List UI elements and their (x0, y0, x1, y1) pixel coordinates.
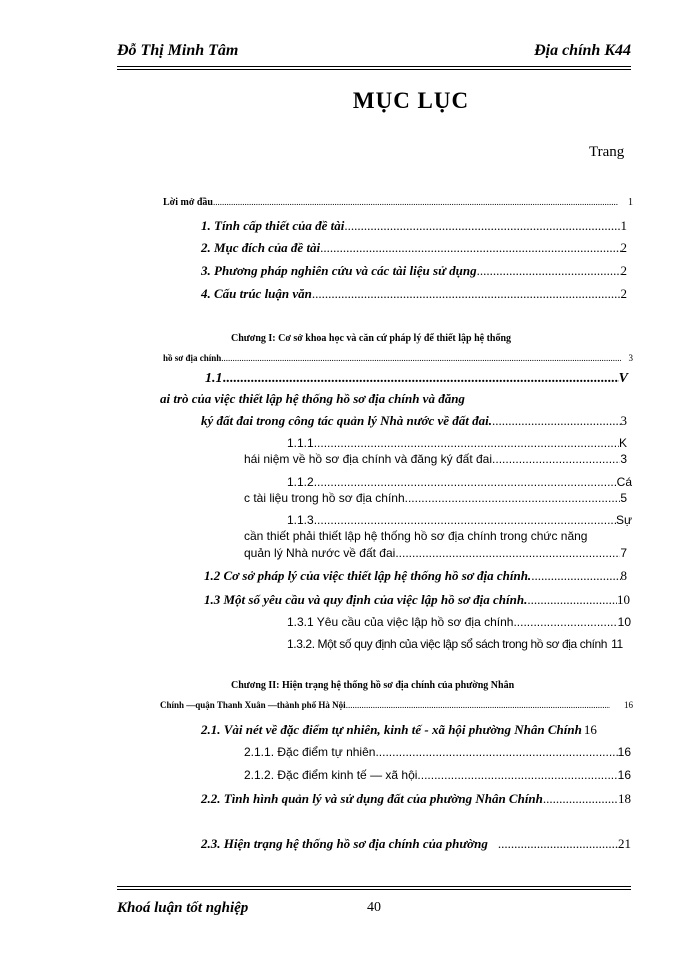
footer-rule (117, 886, 631, 887)
page-title: MỤC LỤC (352, 88, 470, 113)
toc-entry-1-1-1 (287, 436, 627, 450)
toc-entry-1-2 (204, 568, 627, 584)
chapter-1-title: Chương I: Cơ sở khoa học và căn cứ pháp lý để thiết lập hệ thống (231, 333, 512, 344)
toc-leader-dots (221, 353, 620, 363)
toc-page-number: 11 (611, 637, 623, 651)
toc-leader-dots (317, 436, 619, 450)
toc-page-number: K (618, 436, 627, 450)
toc-leader-dots (543, 791, 618, 807)
toc-page-number: 5 (620, 491, 627, 505)
toc-page-number: 16 (617, 745, 631, 759)
toc-entry-1-1-line3 (201, 413, 627, 429)
toc-entry-1-1-3 (287, 513, 632, 527)
footer-rule-secondary (117, 889, 631, 890)
toc-page-number: 1 (620, 218, 627, 233)
toc-label: hái niệm về hồ sơ địa chính và đăng ký đất đai (244, 452, 493, 466)
toc-label: 2.1.2. Đặc điểm kinh tế — xã hội. (244, 768, 421, 782)
toc-label: 1.3.1 Yêu cầu của việc lập hồ sơ địa chính (287, 615, 514, 629)
toc-entry-1-3-1 (287, 615, 631, 629)
toc-leader-dots (498, 836, 618, 852)
toc-leader-dots (317, 475, 617, 489)
header-rule-secondary (117, 69, 631, 70)
toc-entry-1-1-2-line2 (244, 491, 627, 505)
toc-label: c tài liệu trong hồ sơ địa chính (244, 491, 405, 505)
toc-label: 2.2. Tình hình quản lý và sử dụng đất của phường Nhân Chính (201, 791, 543, 806)
toc-page-number: 2 (620, 240, 627, 255)
toc-leader-dots (213, 197, 618, 207)
toc-label: 1.1.2. (287, 475, 318, 489)
toc-entry-intro-3 (201, 263, 627, 279)
toc-leader-dots (421, 768, 618, 782)
toc-entry-chapter-2 (160, 700, 633, 710)
toc-leader-dots (527, 592, 617, 608)
toc-page-number: 1 (628, 197, 633, 208)
toc-page-number: 21 (618, 836, 631, 851)
toc-entry-intro-4 (201, 286, 627, 302)
toc-entry-intro-2 (201, 240, 627, 256)
toc-page-number: 2 (620, 263, 627, 278)
toc-entry-1-1-1-line2 (244, 452, 627, 466)
toc-entry-2-2 (201, 791, 631, 807)
toc-entry-1-3-2 (287, 637, 633, 651)
toc-entry-1-1-3-line3 (244, 546, 627, 560)
toc-leader-dots (477, 263, 621, 279)
toc-label: 1.3 Một số yêu cầu và quy định của việc lập hồ sơ địa chính. (204, 592, 528, 607)
header-author: Đỗ Thị Minh Tâm (117, 42, 239, 59)
toc-page-number: 3 (620, 452, 627, 466)
footer-page-number: 40 (367, 900, 381, 915)
toc-leader-dots (375, 745, 617, 759)
header-rule (117, 66, 631, 67)
toc-leader-dots (312, 286, 621, 302)
toc-leader-dots (492, 452, 620, 466)
toc-page-number: 16 (617, 768, 631, 782)
toc-page-number: 8 (620, 568, 627, 583)
toc-leader-dots (395, 546, 620, 560)
toc-label: 3. Phương pháp nghiên cứu và các tài liệu sử dụng (201, 263, 477, 278)
toc-page-number: 18 (618, 791, 631, 806)
toc-entry-2-1-1 (244, 745, 631, 759)
toc-label: quản lý Nhà nước về đất đai (244, 546, 396, 560)
toc-entry-1-1-2 (287, 475, 632, 489)
toc-page-number: Sự (615, 513, 632, 527)
toc-page-number: 7 (620, 546, 627, 560)
toc-leader-dots (405, 491, 621, 505)
toc-leader-dots (344, 218, 620, 234)
toc-label: 1.1 (205, 371, 223, 386)
header-class: Địa chính K44 (534, 42, 631, 59)
toc-label: 1.2 Cơ sở pháp lý của việc thiết lập hệ thống hồ sơ địa chính. (204, 568, 532, 583)
toc-entry-2-1-2 (244, 768, 631, 782)
toc-page-number: 10 (617, 615, 631, 629)
toc-label: 1.1.1. (287, 436, 318, 450)
toc-leader-dots (492, 413, 620, 429)
toc-label: 1.3.2. Một số quy định của việc lập sổ sách trong hồ sơ địa chính (287, 637, 608, 651)
toc-label: 2.3. Hiện trạng hệ thống hồ sơ địa chính của phường (201, 836, 488, 851)
toc-leader-dots (346, 700, 610, 710)
toc-label: 2. Mục đích của đề tài (201, 240, 321, 255)
toc-entry-1-1-line2: ai trò của việc thiết lập hệ thống hồ sơ địa chính và đăng (160, 391, 465, 406)
toc-page-number: 3 (628, 353, 633, 363)
toc-entry-1-1 (205, 371, 628, 387)
toc-leader-dots (320, 240, 620, 256)
toc-page-number: Cá (616, 475, 632, 489)
toc-leader-dots (317, 513, 616, 527)
toc-label: hồ sơ địa chính (163, 353, 222, 363)
toc-label: 4. Cấu trúc luận văn (201, 286, 312, 301)
toc-entry-intro-1 (201, 218, 627, 234)
toc-leader-dots (513, 615, 617, 629)
page-column-label: Trang (589, 144, 625, 160)
toc-entry-1-1-3-line2: cần thiết phải thiết lập hệ thống hồ sơ địa chính trong chức năng (244, 529, 588, 543)
toc-page-number: V (618, 371, 628, 386)
toc-page-number: 2 (620, 286, 627, 301)
toc-label: ký đất đai trong công tác quản lý Nhà nước về đất đai. (201, 413, 493, 428)
toc-entry-2-3 (201, 836, 631, 852)
toc-label: 2.1. Vài nét về đặc điểm tự nhiên, kinh tế - xã hội phường Nhân Chính (201, 722, 582, 737)
toc-leader-dots (531, 568, 620, 584)
footer-thesis-label: Khoá luận tốt nghiệp (117, 900, 249, 916)
toc-label: Lời mở đầu (163, 197, 213, 208)
toc-leader-dots (223, 371, 619, 387)
toc-entry-loi-mo-dau (163, 197, 633, 208)
toc-label: 2.1.1. Đặc điểm tự nhiên (244, 745, 376, 759)
chapter-2-title: Chương II: Hiện trạng hệ thống hồ sơ địa chính của phường Nhân (231, 680, 515, 691)
toc-entry-2-1 (201, 722, 631, 738)
toc-entry-1-3 (204, 592, 630, 608)
toc-page-number: 10 (617, 592, 630, 607)
toc-page-number: 3 (620, 413, 627, 428)
toc-label: 1. Tính cấp thiết của đề tài (201, 218, 345, 233)
toc-page-number: 16 (624, 700, 633, 710)
toc-page-number: 16 (583, 722, 597, 737)
toc-entry-chapter-1 (163, 353, 633, 363)
toc-label: Chính —quận Thanh Xuân —thành phố Hà Nội (160, 700, 346, 710)
toc-label: 1.1.3. (287, 513, 318, 527)
